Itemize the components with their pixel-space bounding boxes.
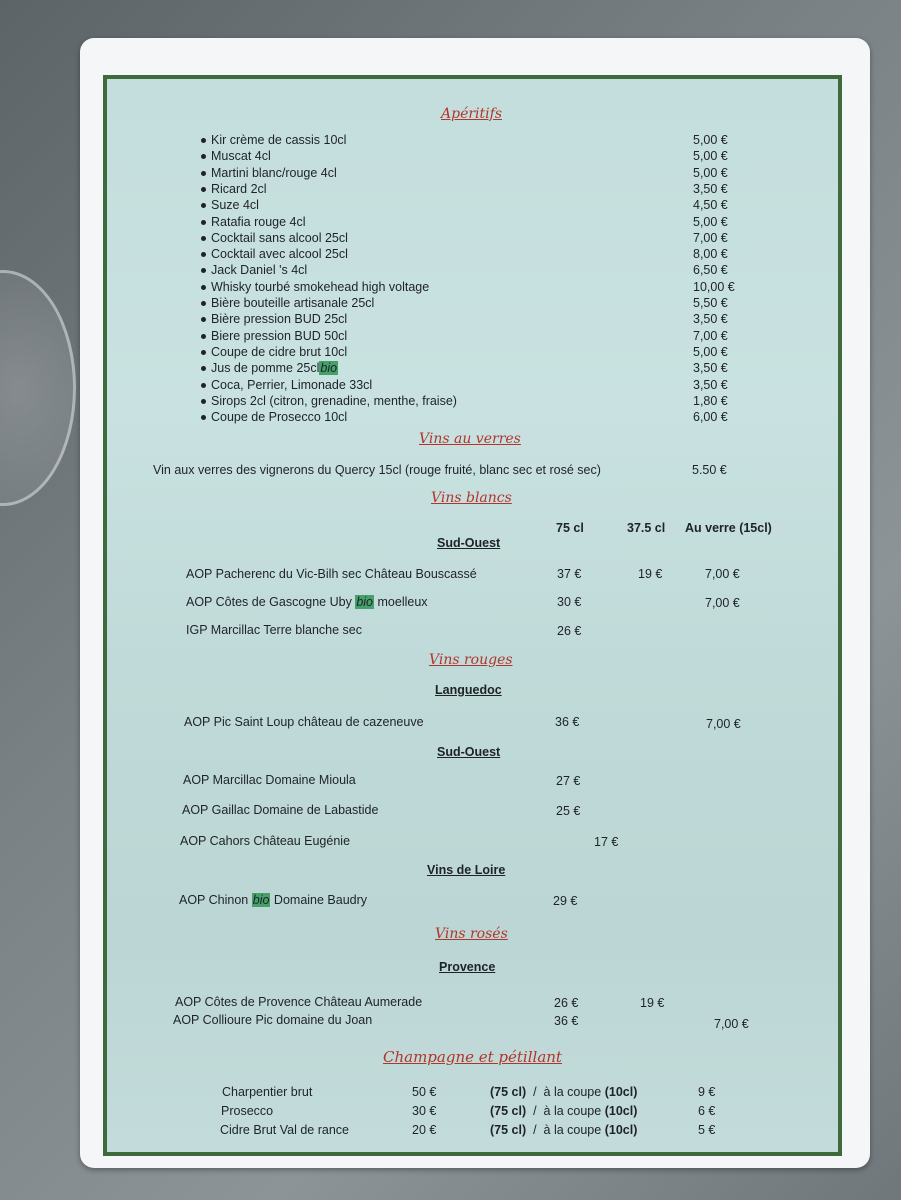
bullet-icon bbox=[201, 187, 206, 192]
aperitif-price: 5,00 € bbox=[693, 214, 728, 229]
bio-badge: bio bbox=[320, 361, 338, 376]
bullet-icon bbox=[201, 236, 206, 241]
drinks-menu bbox=[103, 75, 842, 1156]
aperitif-name: Coupe de cidre brut 10cl bbox=[211, 344, 348, 359]
red-wine-price-37: 17 € bbox=[594, 835, 619, 849]
red-wine-price-75: 25 € bbox=[556, 804, 581, 818]
rose-wine-price-75: 26 € bbox=[554, 996, 579, 1010]
champagne-format: (75 cl) / à la coupe (10cl) bbox=[490, 1123, 638, 1137]
aperitif-name: Cocktail avec alcool 25cl bbox=[211, 247, 348, 262]
section-title-vins-rouges: Vins rouges bbox=[429, 652, 513, 668]
white-wine-price-verre: 7,00 € bbox=[705, 567, 740, 581]
bullet-icon bbox=[201, 220, 206, 225]
aperitif-price: 10,00 € bbox=[693, 279, 735, 294]
aperitif-name: Jus de pomme 25clbio bbox=[211, 361, 338, 376]
aperitif-name: Ratafia rouge 4cl bbox=[211, 214, 306, 229]
red-wine-price-75: 29 € bbox=[553, 894, 578, 908]
bullet-icon bbox=[201, 350, 206, 355]
col-header-75cl: 75 cl bbox=[556, 521, 584, 535]
aperitif-name: Coupe de Prosecco 10cl bbox=[211, 410, 348, 425]
aperitif-price: 5,50 € bbox=[693, 296, 728, 310]
champagne-name: Cidre Brut Val de rance bbox=[220, 1123, 349, 1137]
col-header-37cl: 37.5 cl bbox=[627, 521, 666, 535]
champagne-format: (75 cl) / à la coupe (10cl) bbox=[490, 1104, 638, 1118]
aperitif-name: Bière bouteille artisanale 25cl bbox=[211, 296, 375, 310]
bullet-icon bbox=[201, 301, 206, 306]
red-wine-price-75: 36 € bbox=[555, 715, 580, 729]
bullet-icon bbox=[201, 154, 206, 159]
bullet-icon bbox=[201, 252, 206, 257]
col-header-au-verre: Au verre (15cl) bbox=[685, 521, 772, 535]
aperitif-price: 8,00 € bbox=[693, 247, 728, 262]
aperitif-name: Muscat 4cl bbox=[211, 149, 271, 164]
aperitif-price: 5,00 € bbox=[693, 165, 728, 180]
aperitif-name: Whisky tourbé smokehead high voltage bbox=[211, 279, 430, 294]
bullet-icon bbox=[201, 399, 206, 404]
bullet-icon bbox=[201, 366, 206, 371]
champagne-name: Prosecco bbox=[221, 1104, 274, 1118]
aperitif-name: Biere pression BUD 50cl bbox=[211, 328, 348, 343]
aperitif-name: Cocktail sans alcool 25cl bbox=[211, 230, 348, 245]
section-title-vins-au-verres: Vins au verres bbox=[419, 431, 521, 447]
red-wine-name: AOP Gaillac Domaine de Labastide bbox=[182, 803, 379, 817]
red-wine-name: AOP Chinon bio Domaine Baudry bbox=[179, 893, 368, 907]
white-wine-name: AOP Pacherenc du Vic-Bilh sec Château Bouscassé bbox=[186, 567, 477, 581]
white-wine-name: AOP Côtes de Gascogne Uby bio moelleux bbox=[186, 595, 428, 609]
white-wine-name: IGP Marcillac Terre blanche sec bbox=[186, 623, 363, 637]
champagne-price-75: 50 € bbox=[412, 1085, 437, 1099]
bullet-icon bbox=[201, 171, 206, 176]
rose-wine-price-75: 36 € bbox=[554, 1014, 579, 1028]
aperitif-price: 5,00 € bbox=[693, 149, 728, 164]
red-wine-name: AOP Cahors Château Eugénie bbox=[180, 834, 351, 848]
bio-badge: bio bbox=[356, 595, 374, 609]
aperitif-name: Sirops 2cl (citron, grenadine, menthe, fraise) bbox=[211, 393, 457, 408]
red-wine-price-verre: 7,00 € bbox=[706, 717, 741, 731]
red-wine-price-75: 27 € bbox=[556, 774, 581, 788]
aperitif-price: 5,00 € bbox=[693, 344, 728, 359]
bio-badge: bio bbox=[252, 893, 270, 907]
white-wine-price-75: 26 € bbox=[557, 624, 582, 638]
bullet-icon bbox=[201, 334, 206, 339]
champagne-price-coupe: 5 € bbox=[698, 1123, 716, 1137]
aperitif-price: 7,00 € bbox=[693, 230, 728, 245]
champagne-price-75: 30 € bbox=[412, 1104, 437, 1118]
aperitif-price: 4,50 € bbox=[693, 198, 728, 213]
bullet-icon bbox=[201, 383, 206, 388]
red-wine-name: AOP Marcillac Domaine Mioula bbox=[183, 773, 356, 787]
bullet-icon bbox=[201, 268, 206, 273]
aperitif-name: Kir crème de cassis 10cl bbox=[211, 133, 347, 147]
white-wine-price-verre: 7,00 € bbox=[705, 596, 740, 610]
region-vins-de-loire: Vins de Loire bbox=[427, 863, 506, 877]
champagne-price-coupe: 9 € bbox=[698, 1085, 716, 1099]
champagne-name: Charpentier brut bbox=[222, 1085, 313, 1099]
bullet-icon bbox=[201, 138, 206, 143]
aperitif-price: 3,50 € bbox=[693, 312, 728, 327]
aperitif-name: Bière pression BUD 25cl bbox=[211, 312, 348, 327]
aperitif-name: Martini blanc/rouge 4cl bbox=[211, 165, 337, 180]
red-wine-name: AOP Pic Saint Loup château de cazeneuve bbox=[184, 715, 424, 729]
aperitif-name: Coca, Perrier, Limonade 33cl bbox=[211, 377, 373, 392]
section-title-vins-blancs: Vins blancs bbox=[431, 490, 512, 506]
aperitif-price: 6,00 € bbox=[693, 410, 728, 425]
bullet-icon bbox=[201, 285, 206, 290]
section-title-vins-roses: Vins rosés bbox=[435, 926, 508, 942]
aperitif-price: 6,50 € bbox=[693, 263, 728, 278]
region-sud-ouest-rouges: Sud-Ouest bbox=[437, 745, 501, 759]
aperitif-price: 3,50 € bbox=[693, 361, 728, 376]
white-wine-price-75: 37 € bbox=[557, 567, 582, 581]
aperitif-price: 7,00 € bbox=[693, 328, 728, 343]
aperitif-name: Suze 4cl bbox=[211, 198, 259, 213]
aperitif-price: 3,50 € bbox=[693, 181, 728, 196]
aperitif-price: 1,80 € bbox=[693, 393, 728, 408]
section-title-champagne: Champagne et pétillant bbox=[383, 1048, 562, 1066]
white-wine-price-75: 30 € bbox=[557, 595, 582, 609]
aperitif-name: Ricard 2cl bbox=[211, 181, 267, 196]
region-languedoc: Languedoc bbox=[435, 683, 502, 697]
champagne-price-75: 20 € bbox=[412, 1123, 437, 1137]
glass-wine-price: 5.50 € bbox=[692, 463, 727, 477]
aperitif-price: 3,50 € bbox=[693, 377, 728, 392]
bullet-icon bbox=[201, 203, 206, 208]
rose-wine-name: AOP Collioure Pic domaine du Joan bbox=[173, 1013, 373, 1027]
region-provence: Provence bbox=[439, 960, 496, 974]
aperitif-name: Jack Daniel 's 4cl bbox=[211, 263, 308, 278]
section-title-aperitifs: Apéritifs bbox=[441, 106, 502, 122]
bullet-icon bbox=[201, 317, 206, 322]
champagne-price-coupe: 6 € bbox=[698, 1104, 716, 1118]
rose-wine-price-verre: 7,00 € bbox=[714, 1017, 749, 1031]
aperitif-price: 5,00 € bbox=[693, 133, 728, 147]
champagne-format: (75 cl) / à la coupe (10cl) bbox=[490, 1085, 638, 1099]
rose-wine-price-37: 19 € bbox=[640, 996, 665, 1010]
white-wine-price-37: 19 € bbox=[638, 567, 663, 581]
glass-wine-line: Vin aux verres des vignerons du Quercy 15cl (rouge fruité, blanc sec et rosé sec) bbox=[153, 463, 601, 477]
wine-glass bbox=[0, 270, 76, 506]
region-sud-ouest-blancs: Sud-Ouest bbox=[437, 536, 501, 550]
bullet-icon bbox=[201, 415, 206, 420]
rose-wine-name: AOP Côtes de Provence Château Aumerade bbox=[175, 995, 423, 1009]
